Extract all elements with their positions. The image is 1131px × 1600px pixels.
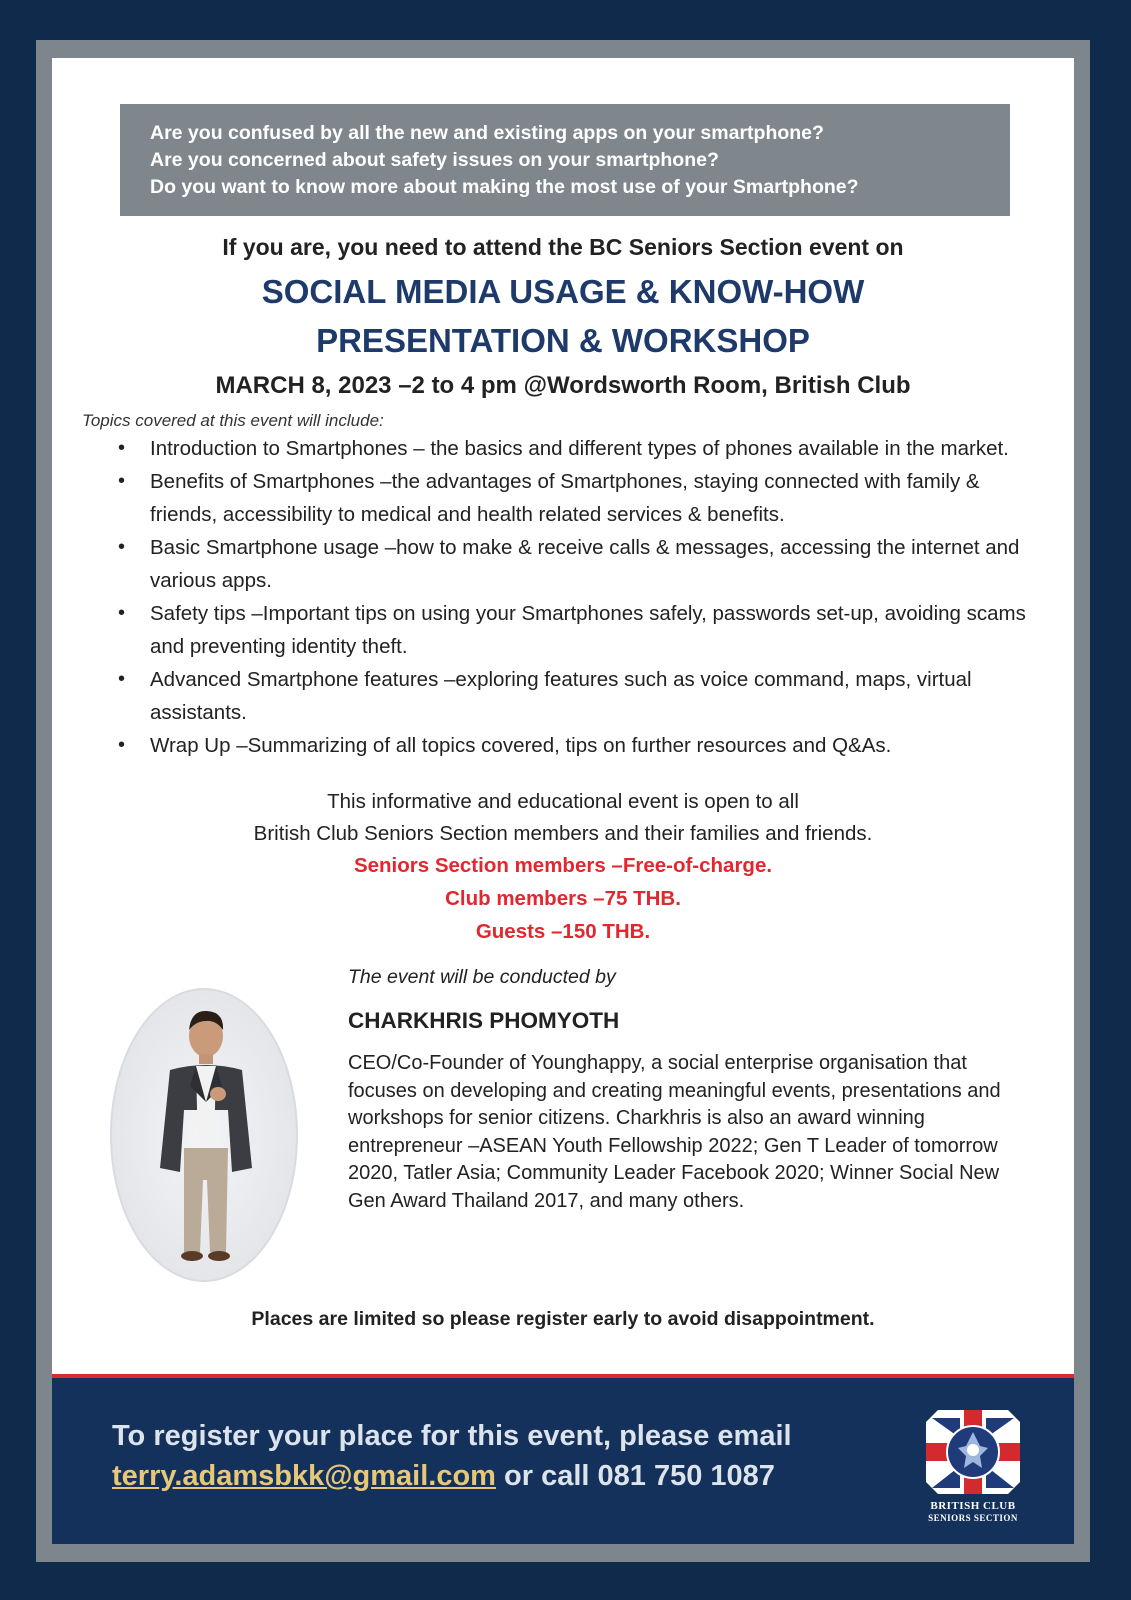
register-email-link[interactable]: terry.adamsbkk@gmail.com [112,1460,496,1492]
speaker-name: CHARKHRIS PHOMYOTH [348,1008,620,1033]
price-club-members: Club members –75 THB. [445,887,681,910]
speaker-figure-icon [112,990,298,1282]
event-date-location: MARCH 8, 2023 –2 to 4 pm @Wordsworth Room, British Club [215,372,911,399]
topic-item: • Advanced Smartphone features –exploring features such as voice command, maps, virtual assistants. [118,663,1048,729]
places-limited-notice: Places are limited so please register early to avoid disappointment. [251,1308,875,1330]
open-to-all-line-2: British Club Seniors Section members and their families and friends. [253,822,873,845]
conducted-by-label: The event will be conducted by [348,966,616,988]
price-guests: Guests –150 THB. [475,920,651,943]
register-line-2 [112,1460,775,1493]
topic-item: • Wrap Up –Summarizing of all topics covered, tips on further resources and Q&As. [118,729,1048,762]
registration-footer [52,1378,1074,1544]
event-title-line-1: SOCIAL MEDIA USAGE & KNOW-HOW [261,273,865,310]
event-title-line-2: PRESENTATION & WORKSHOP [316,322,810,359]
topic-item: • Introduction to Smartphones – the basics and different types of phones available in the market. [118,432,1048,465]
topics-list [118,432,1048,762]
topic-item: • Basic Smartphone usage –how to make & receive calls & messages, accessing the internet and various apps. [118,531,1048,597]
logo-caption [908,1500,1038,1524]
topic-item: • Safety tips –Important tips on using your Smartphones safely, passwords set-up, avoiding scams and preventing identity theft. [118,597,1048,663]
topic-item: • Benefits of Smartphones –the advantages of Smartphones, staying connected with family & friends, accessibility to medical and health related services & benefits. [118,465,1048,531]
intro-question-3: Do you want to know more about making the most use of your Smartphone? [150,176,859,198]
logo-line-1: BRITISH CLUB [930,1500,1016,1512]
logo-line-2: SENIORS SECTION [928,1513,1018,1523]
poster-content [52,58,1074,1375]
intro-question-2: Are you concerned about safety issues on your smartphone? [150,149,719,171]
intro-question-1: Are you confused by all the new and existing apps on your smartphone? [150,122,824,144]
union-flag-crest-icon [908,1404,1038,1500]
british-club-logo [908,1404,1038,1534]
price-seniors: Seniors Section members –Free-of-charge. [353,854,773,877]
intro-questions-box [120,104,1010,216]
register-line-1: To register your place for this event, please email [112,1420,792,1452]
open-to-all-line-1: This informative and educational event is open to all [327,790,799,813]
register-phone: or call 081 750 1087 [495,1460,775,1492]
lead-text: If you are, you need to attend the BC Seniors Section event on [222,234,904,260]
topics-label: Topics covered at this event will include: [82,411,384,430]
speaker-photo [110,988,298,1282]
speaker-bio: CEO/Co-Founder of Younghappy, a social enterprise organisation that focuses on developing and creating meaningful events, presentations and workshops for senior citizens. Charkhris is also an award winning entrepreneur –ASEAN Youth Fellowship 2022; Gen T Leader of tomorrow 2020, Tatler Asia; Community Leader Facebook 2020; Winner Social New Gen Award Thailand 2017, and many others. [348,1052,1001,1212]
